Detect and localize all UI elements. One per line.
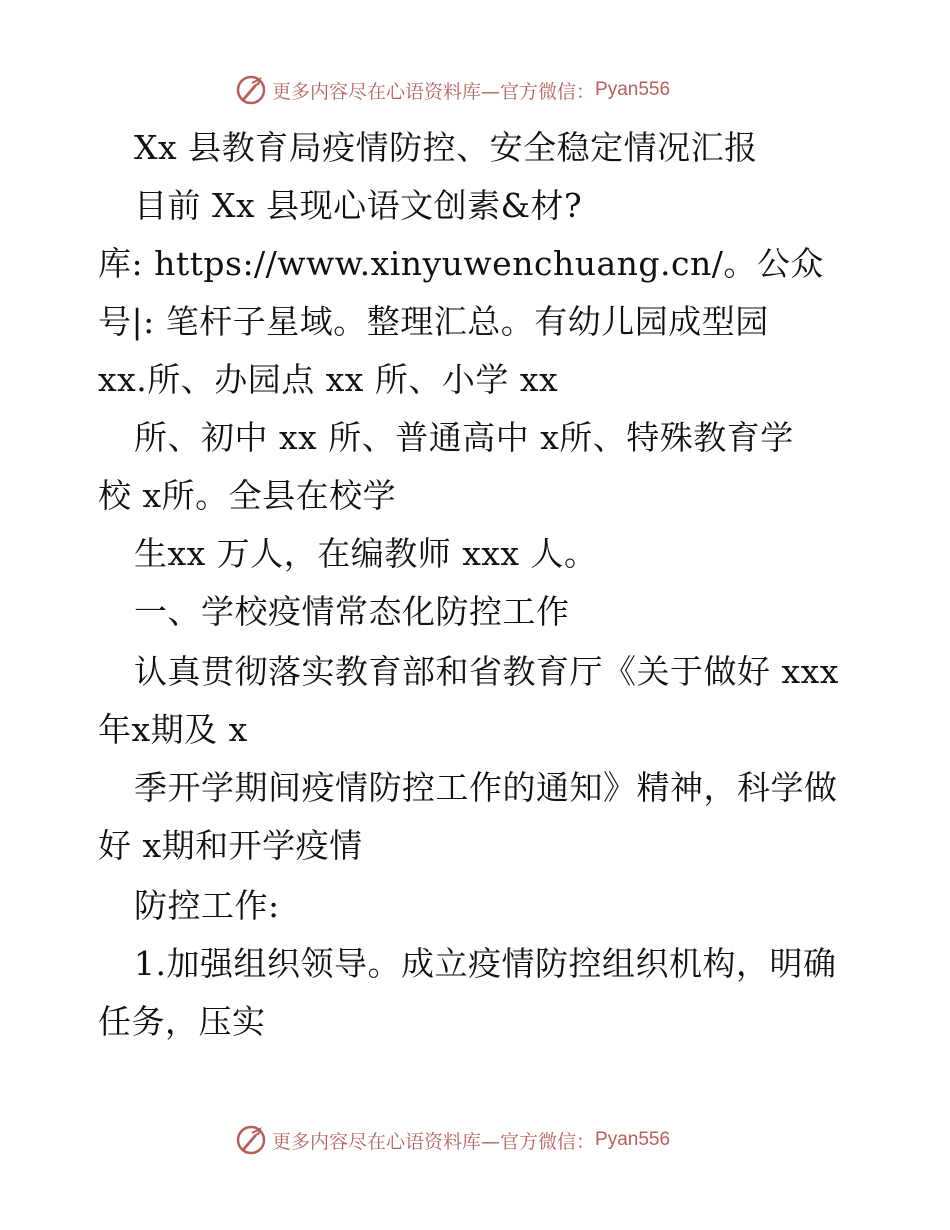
text-line: 1.加强组织领导。成立疫情防控组织机构，明确 — [134, 944, 837, 983]
doc-title: Xx 县教育局疫情防控、安全稳定情况汇报 — [134, 128, 758, 167]
banner-text: 更多内容尽在心语资料库—官方微信： — [272, 80, 596, 103]
pen-nib-logo-icon — [234, 1123, 268, 1157]
text-line: 所、初中 xx 所、普通高中 x所、特殊教育学 — [134, 418, 794, 457]
text-line: 认真贯彻落实教育部和省教育厅《关于做好 xxx — [134, 652, 839, 691]
text-line: 生xx 万人，在编教师 xxx 人。 — [134, 534, 598, 573]
text-line: 季开学期间疫情防控工作的通知》精神，科学做 — [134, 768, 838, 807]
banner-wechat-id: Pyan556 — [595, 79, 671, 100]
header-banner — [234, 72, 670, 108]
text-line: 库: https://www.xinyuwenchuang.cn/。公众 — [98, 244, 824, 283]
text-line: 号|: 笔杆子星域。整理汇总。有幼儿园成型园 — [98, 302, 769, 341]
pen-nib-logo-icon — [234, 73, 268, 107]
text-line: 防控工作: — [134, 886, 280, 925]
text-line: 好 x期和开学疫情 — [98, 826, 363, 865]
text-line: 校 x所。全县在校学 — [98, 476, 397, 515]
text-line: 目前 Xx 县现心语文创素&材? — [134, 186, 583, 225]
footer-banner — [234, 1122, 670, 1158]
text-line: 年x期及 x — [98, 710, 248, 749]
banner-wechat-id: Pyan556 — [595, 1129, 671, 1150]
banner-text: 更多内容尽在心语资料库—官方微信： — [272, 1130, 596, 1153]
text-line: 任务，压实 — [98, 1002, 266, 1041]
text-line: xx.所、办园点 xx 所、小学 xx — [98, 360, 559, 399]
section-heading: 一、学校疫情常态化防控工作 — [134, 592, 570, 631]
